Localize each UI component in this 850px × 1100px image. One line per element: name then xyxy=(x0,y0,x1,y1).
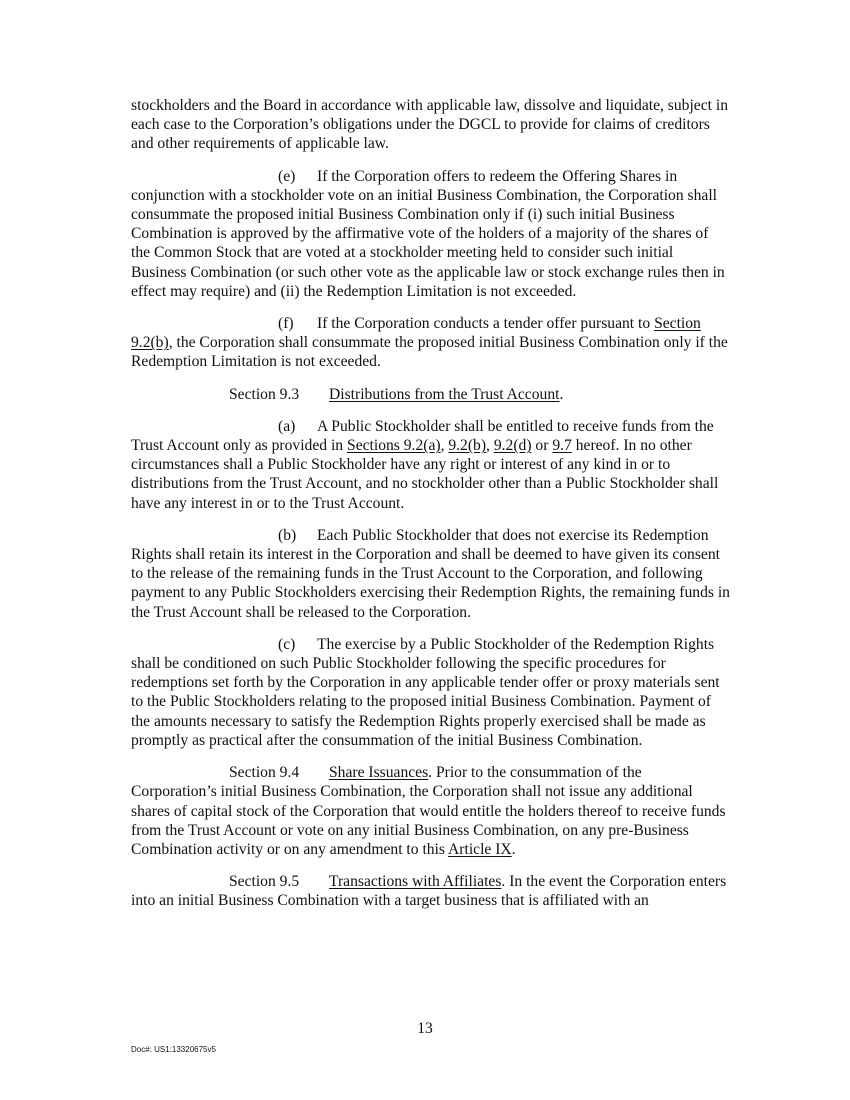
document-body xyxy=(131,96,731,924)
section-9-5: Section 9.5 Transactions with Affiliates. In the event the Corporation enters into an initial Business Combination with a target business that is affiliated with an xyxy=(131,873,727,910)
paragraph-continuation: stockholders and the Board in accordance with applicable law, dissolve and liquidate, subject in each case to the Corporation’s obligations under the DGCL to provide for claims of creditors and other requirements of applicable law. xyxy=(131,97,729,153)
clause-label-b: (b) xyxy=(278,526,297,544)
clause-label-f: (f) xyxy=(278,315,294,333)
paragraph-c: (c) The exercise by a Public Stockholder of the Redemption Rights shall be conditioned on such Public Stockholder following the specific procedures for redemptions set forth by the Corporation in any applicable tender offer or proxy materials sent to the Public Stockholders relating to the proposed initial Business Combination. Payment of the amounts necessary to satisfy the Redemption Rights properly exercised shall be made as promptly as practical after the consummation of the initial Business Combination. xyxy=(131,635,720,749)
clause-label-e: (e) xyxy=(278,167,296,185)
section-ref-9-2b: Section 9.2(b) xyxy=(131,315,701,352)
section-9-3-heading: Section 9.3 Distributions from the Trust Account. xyxy=(229,385,564,403)
section-9-5-title: Transactions with Affiliates xyxy=(329,873,502,891)
clause-label-c: (c) xyxy=(278,635,296,653)
paragraph-a: (a) A Public Stockholder shall be entitled to receive funds from the Trust Account only as provided in Sections 9.2(a), 9.2(b), 9.2(d) or 9.7 hereof. In no other circumstances shall a Public Stockholder have any right or interest of any kind in or to distributions from the Trust Account, and no stockholder other than a Public Stockholder shall have any interest in or to the Trust Account. xyxy=(131,417,719,512)
section-ref-9-2b-a: 9.2(b) xyxy=(448,437,487,455)
section-ref-9-2d: 9.2(d) xyxy=(493,437,532,455)
section-ref-9-2a: Sections 9.2(a) xyxy=(347,437,441,455)
article-ix-ref: Article IX xyxy=(448,840,512,858)
paragraph-f: (f) If the Corporation conducts a tender offer pursuant to Section 9.2(b), the Corporation shall consummate the proposed initial Business Combination only if the Redemption Limitation is not exceeded. xyxy=(131,315,728,371)
paragraph-b: (b) Each Public Stockholder that does not exercise its Redemption Rights shall retain its interest in the Corporation and shall be deemed to have given its consent to the release of the remaining funds in the Trust Account to the Corporation, and following payment to any Public Stockholders exercising their Redemption Rights, the remaining funds in the Trust Account shall be released to the Corporation. xyxy=(131,526,730,621)
page-number: 13 xyxy=(417,1020,433,1037)
paragraph-e: (e) If the Corporation offers to redeem the Offering Shares in conjunction with a stockholder vote on an initial Business Combination, the Corporation shall consummate the proposed initial Business Combination only if (i) such initial Business Combination is approved by the affirmative vote of the holders of a majority of the shares of the Common Stock that are voted at a stockholder meeting held to consider such initial Business Combination (or such other vote as the applicable law or stock exchange rules then in effect may require) and (ii) the Redemption Limitation is not exceeded. xyxy=(131,167,725,300)
section-9-4: Section 9.4 Share Issuances. Prior to the consummation of the Corporation’s initial Business Combination, the Corporation shall not issue any additional shares of capital stock of the Corporation that would entitle the holders thereof to receive funds from the Trust Account or vote on any initial Business Combination, on any pre-Business Combination activity or on any amendment to this Article IX. xyxy=(131,764,726,858)
section-9-4-title: Share Issuances xyxy=(329,764,429,782)
clause-label-a: (a) xyxy=(278,417,296,435)
section-9-3-title: Distributions from the Trust Account xyxy=(329,385,560,403)
document-id: Doc#: US1:13320675v5 xyxy=(131,1045,216,1054)
section-ref-9-7: 9.7 xyxy=(552,437,572,455)
